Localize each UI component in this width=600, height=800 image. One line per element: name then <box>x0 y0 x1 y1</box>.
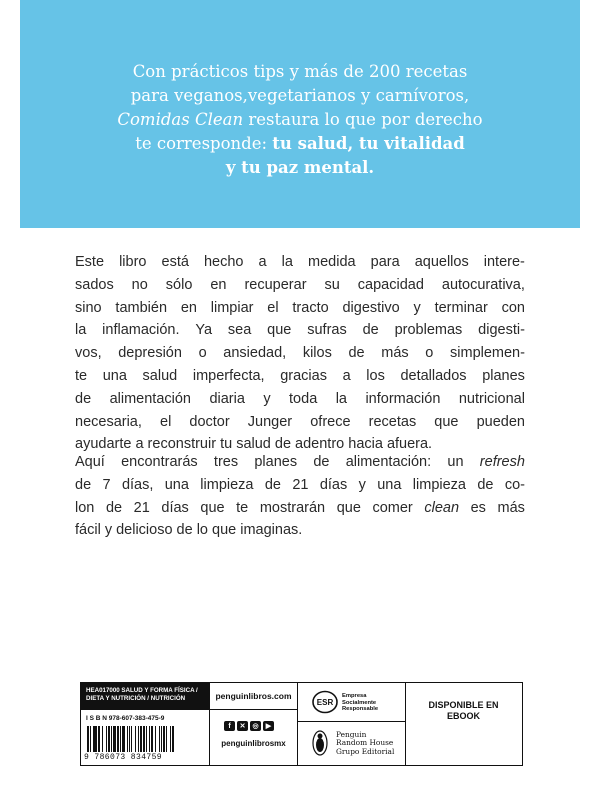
text-line: de alimentación diaria y toda la información nutricional <box>75 390 525 407</box>
blurb-banner <box>20 0 580 228</box>
publisher-line: Random House <box>336 738 394 748</box>
ebook-line: DISPONIBLE EN <box>428 700 499 710</box>
blurb-segment: tu salud, tu vitalidad <box>272 134 465 153</box>
text-line: de 7 días, una limpieza de 21 días y una limpieza de co- <box>75 476 525 493</box>
ebook-line: EBOOK <box>446 711 480 721</box>
publisher-line: Grupo Editorial <box>336 746 395 756</box>
text-line: Aquí encontrarás tres planes de alimentación: un refresh <box>75 454 525 470</box>
x-icon: ✕ <box>237 721 248 731</box>
publisher-name <box>336 731 394 756</box>
esr-line: Socialmente <box>342 699 377 706</box>
penguin-logo-icon <box>312 730 328 756</box>
blurb-line <box>20 132 580 156</box>
text-line: vos, depresión o ansiedad, kilos de más o simplemen- <box>75 345 525 362</box>
blurb-line <box>20 108 580 132</box>
esr-logo-icon <box>312 690 338 714</box>
esr-block <box>297 683 405 721</box>
text-line: necesaria, el doctor Junger ofrece recetas que pueden <box>75 413 525 430</box>
barcode <box>87 726 203 752</box>
text-line: sados no sólo en recuperar su capacidad autocurativa, <box>75 276 525 293</box>
description-paragraph-2 <box>75 451 525 542</box>
blurb-segment: te corresponde: <box>135 134 273 153</box>
text-line: lon de 21 días que te mostrarán que comer clean es más <box>75 499 525 516</box>
esr-line: Empresa <box>342 693 367 699</box>
barcode-number: 9 786073 834759 <box>84 753 163 762</box>
blurb-segment: Con prácticos tips y más de 200 recetas <box>132 62 468 81</box>
social-handle: penguinlibrosmx <box>221 739 286 748</box>
blurb-segment: para veganos,vegetarianos y carnívoros, <box>130 86 470 105</box>
blurb-segment: Comidas Clean <box>117 110 244 129</box>
social-block <box>209 709 297 765</box>
isbn-block <box>81 709 209 765</box>
text-line: ayudarte a reconstruir tu salud de adentro hacia afuera. <box>75 436 433 453</box>
blurb-line <box>20 156 580 180</box>
category-code <box>81 683 209 709</box>
blurb-line <box>20 84 580 108</box>
blurb-text <box>20 60 580 180</box>
youtube-icon: ▶ <box>263 721 274 731</box>
back-cover-info-box <box>80 682 523 766</box>
blurb-segment: y tu paz mental. <box>225 158 375 177</box>
text-line: fácil y delicioso de lo que imaginas. <box>75 522 303 539</box>
text-line: Este libro está hecho a la medida para aquellos intere- <box>75 254 525 270</box>
text-line: la inflamación. Ya sea que sufras de problemas digesti- <box>75 322 525 339</box>
category-line: DIETA Y NUTRICIÓN / NUTRICIÓN <box>86 695 186 702</box>
publisher-block <box>297 721 405 765</box>
website-label: penguinlibros.com <box>209 683 297 709</box>
blurb-segment: restaura lo que por derecho <box>243 110 483 129</box>
text-line: sino también en limpiar el tracto digestivo y terminar con <box>75 299 525 316</box>
isbn-text: I S B N 978-607-383-475-9 <box>86 715 165 722</box>
description-paragraph-1 <box>75 251 525 456</box>
esr-logo-text: ESR <box>316 698 334 707</box>
blurb-line <box>20 60 580 84</box>
ebook-availability <box>405 683 521 765</box>
category-line: HEA017000 SALUD Y FORMA FÍSICA / <box>86 687 198 694</box>
publisher-line: Penguin <box>336 730 367 739</box>
esr-label <box>342 693 378 713</box>
text-line: te una salud imperfecta, gracias a los detallados planes <box>75 367 525 384</box>
instagram-icon: ◎ <box>250 721 261 731</box>
facebook-icon: f <box>224 721 235 731</box>
esr-line: Responsable <box>342 706 379 713</box>
